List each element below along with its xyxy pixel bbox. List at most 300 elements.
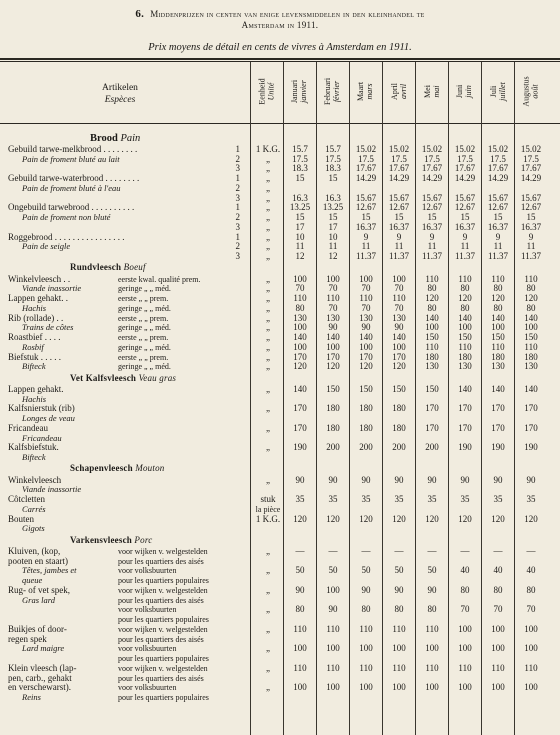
price-cell: 100 [326,341,340,352]
grade-number: 2 [235,153,240,164]
price-cell: 11.37 [356,251,376,261]
article-name-fr: Hachis [22,302,47,313]
section-heading [90,134,140,144]
price-cell: 100 [326,643,340,654]
month-column-header [416,60,448,122]
article-name-nl: Roggebrood . . . . . . . . . . . . . . . . [8,231,125,242]
unit-cell: „ [266,341,270,352]
price-cell: 170 [425,403,439,414]
price-cell: 170 [524,403,538,414]
price-cell: 170 [293,422,307,433]
price-cell: 70 [460,604,470,615]
price-cell: 100 [491,623,505,634]
price-cell: 17.67 [520,163,542,174]
price-cell: 40 [526,565,536,576]
article-name-nl: Côtcletten [8,494,45,504]
article-name-fr: Pain de froment non bluté [22,212,111,222]
price-cell: 100 [326,584,340,595]
price-cell: 10 [328,231,338,242]
article-name-nl: Rib (rollade) . . [8,312,64,323]
price-cell: 180 [392,403,406,414]
price-cell: 100 [524,322,538,333]
price-cell: 17.5 [457,153,473,164]
article-name-nl: Winkelvleesch . . [8,273,71,284]
price-cell: 70 [328,302,338,313]
price-cell: 12.67 [487,202,509,213]
price-cell: 17.5 [358,153,374,164]
price-cell: 80 [427,604,437,615]
price-cell: 130 [392,312,406,323]
quality-note: geringe „ „ méd. [118,303,171,313]
price-cell: 15.67 [355,192,377,203]
grade-number: 3 [235,192,240,203]
price-cell: 100 [458,623,472,634]
price-cell: 200 [425,442,439,453]
price-cell: 110 [425,273,439,284]
section-heading [70,374,176,384]
price-cell: 170 [524,422,538,433]
price-cell: 130 [326,312,340,323]
price-cell: 170 [392,351,406,362]
price-cell: 70 [526,604,536,615]
price-cell: 70 [394,283,404,294]
section-heading [70,464,164,474]
price-cell: 110 [425,341,439,352]
section-name-nl: Rundvleesch [70,262,122,273]
price-cell: 80 [295,604,305,615]
unit-cell: „ [266,163,270,174]
header-rule [0,123,560,124]
price-cell: 9 [462,231,468,242]
price-cell: 80 [427,283,437,294]
price-cell: 11 [493,241,503,252]
price-cell: 140 [524,383,538,394]
price-cell: 35 [295,494,305,504]
price-cell: 11.37 [488,251,508,261]
unit-cell: „ [266,332,270,342]
month-column-header [449,60,481,122]
price-cell: 80 [361,604,371,615]
price-cell: 180 [326,422,340,433]
month-name-nl: Juli [488,85,498,97]
unit-cell: „ [266,584,270,595]
price-cell: 11.37 [455,251,475,261]
price-cell: 70 [394,302,404,313]
quality-note: eerste „ „ prem. [118,352,169,362]
price-cell: 100 [392,643,406,654]
price-cell: 50 [394,565,404,576]
unit-cell: „ [266,545,270,556]
price-cell: 80 [526,302,536,313]
price-cell: 90 [361,474,371,485]
price-cell: 35 [361,494,371,504]
price-cell: 70 [493,604,503,615]
price-cell: 13.25 [289,202,311,213]
price-cell: 17.5 [490,153,506,164]
price-cell: 10 [295,231,305,242]
price-cell: 80 [427,302,437,313]
price-cell: 150 [425,383,439,394]
quality-note: pour les quartiers populaires [118,576,209,585]
article-name-nl: Fricandeau [8,422,48,433]
price-cell: 50 [295,565,305,576]
price-cell: 35 [460,494,470,504]
month-column-header [482,60,514,122]
section-name-nl: Vet Kalfsvleesch [70,372,137,383]
price-cell: 150 [524,332,538,342]
column-divider [448,62,449,735]
price-cell: 120 [458,513,472,524]
price-cell: 120 [326,361,340,372]
price-cell: 15.02 [487,143,509,154]
unit-cell: „ [266,241,270,252]
unit-cell: „ [266,153,270,164]
price-cell: 120 [392,513,406,524]
price-cell: 16.37 [388,221,410,232]
unit-cell: „ [266,623,270,634]
price-cell: — [526,545,536,556]
section-name-nl: Schapenvleesch [70,463,133,474]
price-cell: 90 [328,322,338,333]
price-cell: 15 [361,212,371,222]
price-cell: 190 [524,442,538,453]
unit-cell: „ [266,192,270,203]
price-cell: 200 [326,442,340,453]
price-cell: 16.37 [454,221,476,232]
price-cell: 11 [295,241,305,252]
price-cell: 14.29 [487,173,509,183]
quality-note: geringe „ „ méd. [118,342,171,352]
price-cell: 18.3 [292,163,308,174]
price-cell: 170 [425,422,439,433]
price-cell: 15.67 [388,192,410,203]
unit-cell: 1 K.G. [255,513,281,524]
price-cell: 130 [491,361,505,372]
price-cell: 110 [359,662,373,673]
month-column-header [350,60,382,122]
price-cell: 100 [458,322,472,333]
price-cell: 100 [359,643,373,654]
price-cell: 90 [493,474,503,485]
table-title [0,8,560,20]
price-cell: 17.5 [325,153,341,164]
price-cell: 140 [491,312,505,323]
month-column-header [284,60,316,122]
price-cell: 110 [359,623,373,634]
unit-cell: „ [266,251,270,261]
price-cell: 100 [425,322,439,333]
price-cell: 12.67 [388,202,410,213]
section-name-fr: Pain [120,132,141,144]
price-cell: 11 [526,241,536,252]
price-cell: 100 [425,643,439,654]
unit-column-header [251,60,283,122]
price-cell: 100 [293,341,307,352]
quality-note: voor volksbuurten [118,566,177,576]
price-cell: 100 [491,682,505,693]
price-cell: 18.3 [325,163,341,174]
section-name-fr: Boeuf [123,262,146,273]
price-cell: 110 [491,341,505,352]
price-cell: 110 [491,662,505,673]
price-cell: 16.37 [520,221,542,232]
price-cell: 100 [524,643,538,654]
price-cell: 180 [458,351,472,362]
month-header-text [324,77,341,104]
price-cell: 100 [425,682,439,693]
price-cell: 110 [524,341,538,352]
grade-number: 3 [235,221,240,232]
price-cell: 80 [526,283,536,294]
price-cell: 80 [295,302,305,313]
price-cell: 110 [458,341,472,352]
price-cell: 100 [491,643,505,654]
price-cell: 110 [359,293,373,303]
price-cell: 11 [394,241,404,252]
price-cell: 100 [326,273,340,284]
price-cell: 90 [526,474,536,485]
month-name-nl: Februari [323,77,333,105]
month-name-nl: Augustus [521,75,531,107]
price-cell: 16.3 [325,192,341,203]
quality-note: voor wijken v. welgestelden [118,546,208,556]
price-cell: 110 [326,293,340,303]
price-cell: 110 [425,623,439,634]
price-cell: 110 [293,623,307,634]
article-name-nl: Rug- of vet spek, [8,584,70,595]
month-name-nl: Januari [290,79,300,103]
section-name-nl: Varkensvleesch [70,534,132,545]
price-cell: 140 [392,332,406,342]
price-cell: 170 [491,403,505,414]
section-name-nl: Brood [90,132,118,144]
quality-note: pour les quartiers des aisés [118,673,204,683]
quality-note: eerste kwal. qualité prem. [118,274,201,284]
price-cell: 14.29 [454,173,476,183]
article-name-fr: Viande inassortie [22,484,82,495]
price-cell: 11.37 [422,251,442,261]
price-cell: 120 [491,513,505,524]
price-cell: 100 [458,682,472,693]
price-cell: 100 [524,682,538,693]
price-cell: 120 [293,361,307,372]
price-cell: 11 [427,241,437,252]
price-cell: 80 [394,604,404,615]
grade-number: 3 [235,163,240,174]
price-cell: — [295,545,305,556]
unit-header-nl: Eenheid [257,77,267,105]
grade-number: 1 [235,231,240,242]
price-cell: 15.67 [520,192,542,203]
section-name-fr: Porc [134,534,153,545]
column-divider [349,62,350,735]
unit-cell: „ [266,422,270,433]
price-cell: 90 [460,474,470,485]
month-name-nl: Mei [422,84,432,98]
price-cell: 15 [394,212,404,222]
price-cell: 110 [458,273,472,284]
month-name-fr: avril [397,83,407,99]
unit-cell: „ [266,474,270,485]
quality-note: eerste „ „ prem. [118,294,169,303]
price-cell: 13.25 [322,202,344,213]
price-cell: 15 [460,212,470,222]
price-cell: 120 [425,293,439,303]
price-cell: 100 [359,341,373,352]
unit-cell: „ [266,604,270,615]
price-cell: 190 [293,442,307,453]
price-cell: 190 [491,442,505,453]
article-name-nl: regen spek [8,633,47,644]
quality-note: geringe „ „ méd. [118,362,171,372]
quality-note: voor wijken v. welgestelden [118,624,208,634]
article-name-nl: Kluiven, (kop, [8,545,61,556]
grade-number: 1 [235,143,240,154]
price-cell: — [394,545,404,556]
price-cell: 12 [328,251,338,261]
article-name-fr: Lard maigre [22,643,65,654]
unit-cell: „ [266,442,270,453]
price-cell: 9 [528,231,534,242]
price-cell: 14.29 [355,173,377,183]
grade-number: 2 [235,212,240,222]
article-name-fr: Pain de froment bluté à l'eau [22,182,121,193]
price-cell: 80 [493,283,503,294]
price-cell: 120 [392,361,406,372]
price-cell: 70 [361,302,371,313]
article-name-fr: Pain de froment bluté au lait [22,153,120,164]
quality-note: eerste „ „ prem. [118,313,169,323]
article-header-nl: Artikelen [102,83,138,93]
unit-cell: „ [266,403,270,414]
month-header-text [291,79,308,102]
price-cell: 9 [495,231,501,242]
grade-number: 2 [235,182,240,193]
price-cell: 180 [326,403,340,414]
price-cell: 100 [359,682,373,693]
title-line-2: Amsterdam in 1911. [241,20,319,30]
quality-note: pour les quartiers des aisés [118,595,204,605]
price-cell: 100 [293,273,307,284]
price-cell: 110 [425,662,439,673]
article-name-fr: Pain de seigle [22,241,71,252]
article-name-nl: en verschewarst). [8,682,71,693]
unit-cell: „ [266,643,270,654]
price-cell: 14.29 [520,173,542,183]
price-cell: 12.67 [421,202,443,213]
article-name-fr: Bifteck [22,452,46,462]
unit-cell: „ [266,361,270,372]
price-cell: 14.29 [388,173,410,183]
price-cell: 100 [326,682,340,693]
price-cell: 110 [458,662,472,673]
price-cell: 170 [458,422,472,433]
price-cell: 170 [359,351,373,362]
article-name-fr: Gras lard [22,594,55,605]
price-cell: 100 [458,643,472,654]
month-name-nl: Juni [455,84,465,98]
price-cell: 90 [427,584,437,595]
price-cell: 200 [359,442,373,453]
quality-note: voor wijken v. welgestelden [118,585,208,595]
price-cell: 12.67 [520,202,542,213]
price-cell: 180 [392,422,406,433]
article-name-nl: Lappen gehakt. . [8,293,68,303]
month-name-fr: février [331,80,341,102]
price-cell: 17.67 [388,163,410,174]
unit-cell: „ [266,293,270,303]
quality-note: pour les quartiers des aisés [118,634,204,644]
price-cell: 90 [361,322,371,333]
price-cell: — [493,545,503,556]
price-cell: — [427,545,437,556]
price-cell: 100 [491,322,505,333]
price-cell: 17.5 [391,153,407,164]
price-cell: 120 [491,293,505,303]
price-cell: 110 [326,662,340,673]
unit-header-text [259,78,276,104]
column-divider [382,62,383,735]
article-name-fr: Trains de côtes [22,322,74,333]
price-cell: 17.67 [421,163,443,174]
unit-cell: la pièce [255,504,281,514]
price-cell: 120 [326,513,340,524]
price-cell: 15.7 [292,143,308,154]
price-cell: 110 [524,662,538,673]
article-name-nl: Kalfsbiefstuk. [8,442,59,453]
price-cell: 110 [491,273,505,284]
price-cell: 120 [425,513,439,524]
price-cell: 120 [293,513,307,524]
article-name-nl: Biefstuk . . . . . [8,351,61,362]
price-cell: 70 [328,283,338,294]
price-cell: 17.67 [454,163,476,174]
grade-number: 1 [235,173,240,183]
article-name-fr: Gigots [22,523,45,534]
table-number: 6. [135,8,145,20]
price-cell: 110 [392,623,406,634]
price-cell: 90 [394,584,404,595]
price-cell: 180 [359,403,373,414]
price-cell: 35 [526,494,536,504]
price-cell: 80 [493,302,503,313]
price-cell: 17.5 [292,153,308,164]
month-name-fr: août [529,83,539,99]
price-cell: 17 [295,221,305,232]
article-name-fr: Rosbif [22,341,44,352]
table-subtitle: Prix moyens de détail en cents de vivres à Amsterdam en 1911. [148,42,412,53]
month-name-fr: juillet [496,81,506,101]
unit-cell: 1 K.G. [255,143,281,154]
price-cell: 100 [392,682,406,693]
price-cell: 16.37 [487,221,509,232]
column-divider [415,62,416,735]
quality-note: pour les quartiers populaires [118,693,209,702]
price-cell: 80 [460,283,470,294]
section-heading [70,536,152,546]
price-cell: 16.3 [292,192,308,203]
price-cell: 11.37 [521,251,541,261]
price-cell: 70 [361,283,371,294]
price-cell: 35 [328,494,338,504]
price-cell: 40 [460,565,470,576]
unit-cell: „ [266,283,270,294]
month-name-fr: mai [430,85,440,98]
quality-note: geringe „ „ méd. [118,323,171,333]
unit-cell: „ [266,273,270,284]
price-cell: 200 [392,442,406,453]
unit-header-fr: Unité [266,82,275,100]
